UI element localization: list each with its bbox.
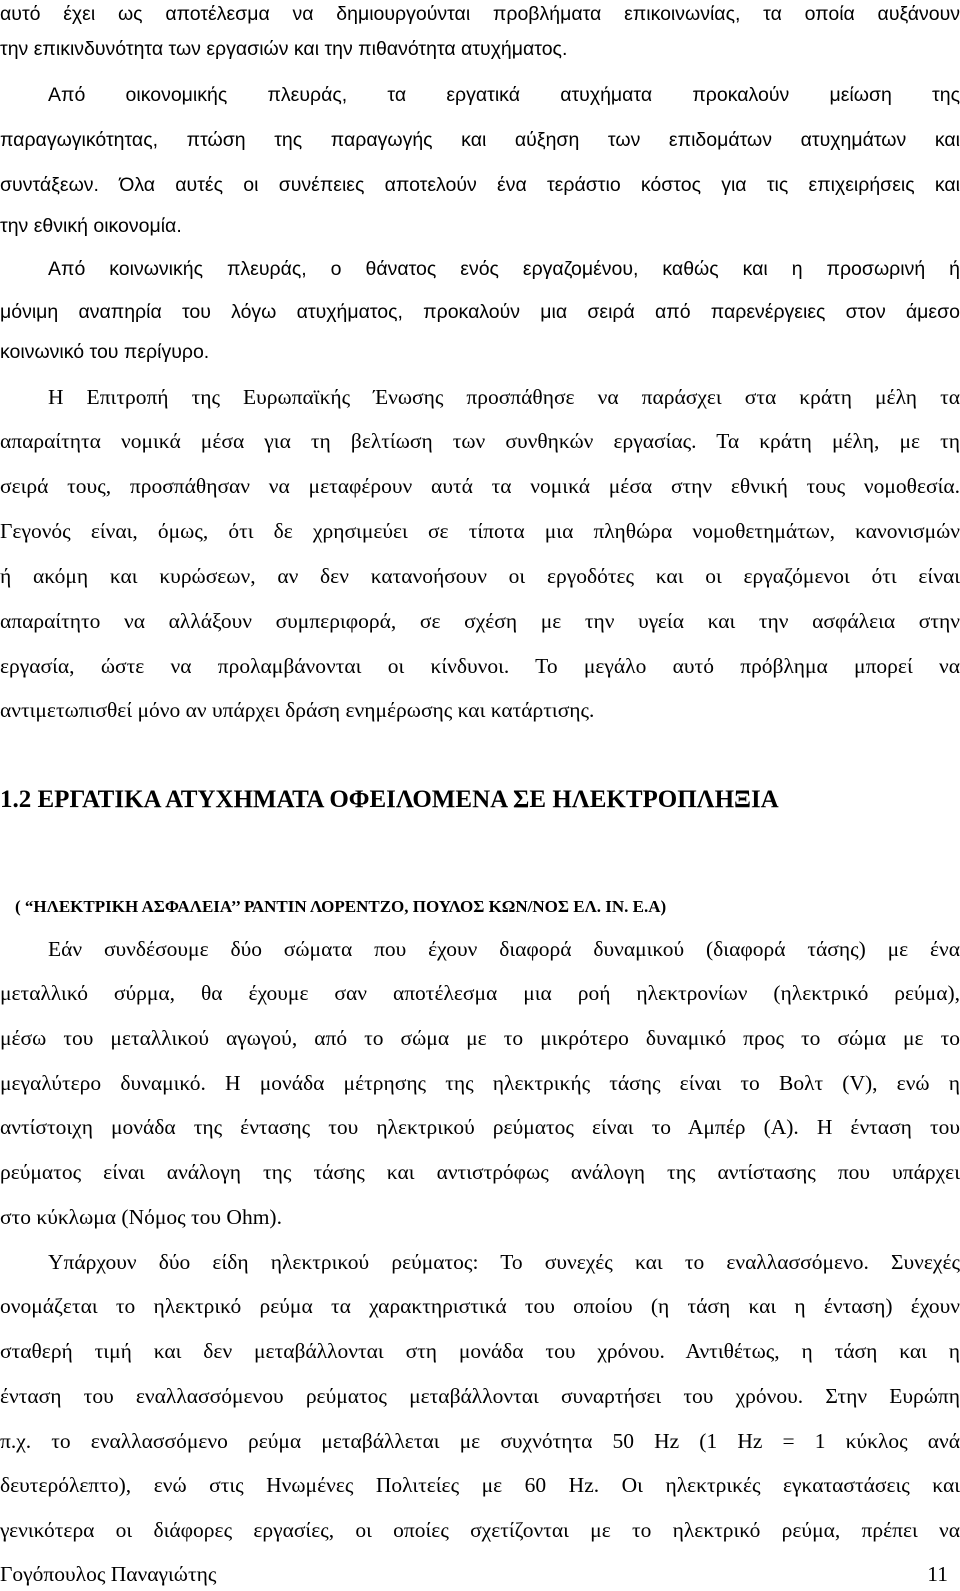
footer-author: Γογόπουλος Παναγιώτης [0,1562,217,1586]
text-line: ονομάζεται το ηλεκτρικό ρεύμα τα χαρακτηριστικά του οποίου (η τάση και η ένταση) έχουν [0,1294,960,1318]
text-line: Υπάρχουν δύο είδη ηλεκτρικού ρεύματος: Το συνεχές και το εναλλασσόμενο. Συνεχές [48,1250,960,1274]
text-line: απαραίτητο να αλλάξουν συμπεριφορά, σε σχέση με την υγεία και την ασφάλεια στην [0,609,960,633]
text-line: την επικινδυνότητα των εργασιών και την πιθανότητα ατυχήματος. [0,38,568,60]
text-line: αντίστοιχη μονάδα της έντασης του ηλεκτρικού ρεύματος είναι το Αμπέρ (A). Η ένταση του [0,1115,960,1139]
text-line: αντιμετωπισθεί μόνο αν υπάρχει δράση ενημέρωσης και κατάρτισης. [0,698,595,722]
text-line: ένταση του εναλλασσόμενου ρεύματος μεταβάλλονται συναρτήσει του χρόνου. Στην Ευρώπη [0,1384,960,1408]
text-line: Η Επιτροπή της Ευρωπαϊκής Ένωσης προσπάθησε να παράσχει στα κράτη μέλη τα [48,385,960,409]
text-line: δευτερόλεπτο), ενώ στις Ηνωμένες Πολιτείες με 60 Hz. Οι ηλεκτρικές εγκαταστάσεις και [0,1473,960,1497]
text-line: την εθνική οικονομία. [0,215,182,237]
section-heading: 1.2 ΕΡΓΑΤΙΚΑ ΑΤΥΧΗΜΑΤΑ ΟΦΕΙΛΟΜΕΝΑ ΣΕ ΗΛΕΚΤΡΟΠΛΗΞΙΑ [0,786,779,813]
text-line: σταθερή τιμή και δεν μεταβάλλονται στη μονάδα του χρόνου. Αντιθέτως, η τάση και η [0,1339,960,1363]
text-line: μόνιμη αναπηρία του λόγω ατυχήματος, προκαλούν μια σειρά από παρενέργειες στον άμεσο [0,301,960,323]
text-line: κοινωνικό του περίγυρο. [0,341,210,363]
text-line: Εάν συνδέσουμε δύο σώματα που έχουν διαφορά δυναμικού (διαφορά τάσης) με ένα [48,937,960,961]
text-line: Από οικονομικής πλευράς, τα εργατικά ατυχήματα προκαλούν μείωση της [48,84,960,106]
text-line: μεγαλύτερο δυναμικό. Η μονάδα μέτρησης της ηλεκτρικής τάσης είναι το Βολτ (V), ενώ η [0,1071,960,1095]
text-line: παραγωγικότητας, πτώση της παραγωγής και αύξηση των επιδομάτων ατυχημάτων και [0,129,960,151]
page-number: 11 [927,1562,948,1586]
text-line: αυτό έχει ως αποτέλεσμα να δημιουργούνται προβλήματα επικοινωνίας, τα οποία αυξάνουν [0,3,960,25]
text-line: συντάξεων. Όλα αυτές οι συνέπειες αποτελούν ένα τεράστιο κόστος για τις επιχειρήσεις και [0,174,960,196]
text-line: ρεύματος είναι ανάλογη της τάσης και αντιστρόφως ανάλογη της αντίστασης που υπάρχει [0,1160,960,1184]
text-line: Γεγονός είναι, όμως, ότι δε χρησιμεύει σε τίποτα μια πληθώρα νομοθετημάτων, κανονισμών [0,519,960,543]
text-line: ή ακόμη και κυρώσεων, αν δεν κατανοήσουν οι εργοδότες και οι εργαζόμενοι ότι είναι [0,564,960,588]
text-line: στο κύκλωμα (Νόμος του Ohm). [0,1205,282,1229]
text-line: μεταλλικό σύρμα, θα έχουμε σαν αποτέλεσμα μια ροή ηλεκτρονίων (ηλεκτρικό ρεύμα), [0,981,960,1005]
text-line: μέσω του μεταλλικού αγωγού, από το σώμα με το μικρότερο δυναμικό προς το σώμα με το [0,1026,960,1050]
text-line: εργασία, ώστε να προλαμβάνονται οι κίνδυνοι. Το μεγάλο αυτό πρόβλημα μπορεί να [0,654,960,678]
text-line: Από κοινωνικής πλευράς, ο θάνατος ενός εργαζομένου, καθώς και η προσωρινή ή [48,258,960,280]
text-line: π.χ. το εναλλασσόμενο ρεύμα μεταβάλλεται με συχνότητα 50 Hz (1 Hz = 1 κύκλος ανά [0,1429,960,1453]
source-reference: ( “ΗΛΕΚΤΡΙΚΗ ΑΣΦΑΛΕΙΑ’’ ΡΑΝΤΙΝ ΛΟΡΕΝΤΖΟ, ΠΟΥΛΟΣ ΚΩΝ/ΝΟΣ ΕΛ. ΙΝ. Ε.Α) [15,897,667,916]
text-line: σειρά τους, προσπάθησαν να μεταφέρουν αυτά τα νομικά μέσα στην εθνική τους νομοθεσία. [0,474,960,498]
text-line: απαραίτητα νομικά μέσα για τη βελτίωση των συνθηκών εργασίας. Τα κράτη μέλη, με τη [0,429,960,453]
text-line: γενικότερα οι διάφορες εργασίες, οι οποίες σχετίζονται με το ηλεκτρικό ρεύμα, πρέπει να [0,1518,960,1542]
